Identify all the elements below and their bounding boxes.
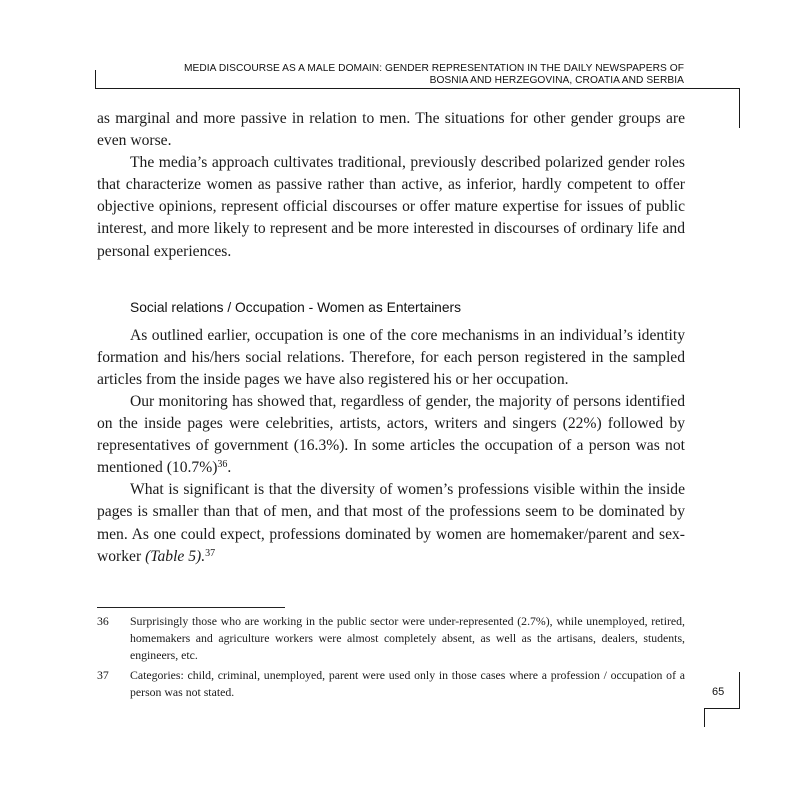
- footnote-text: Surprisingly those who are working in the public sector were under-represented (2.7%), while unemployed, retired, homemakers and agriculture workers were almost completely absent, as well as the artisans, dealers, students, engineers, etc.: [130, 614, 685, 663]
- page-number: 65: [712, 686, 725, 698]
- footnote-number: 37: [97, 667, 109, 682]
- footnote-ref-36: 36: [217, 459, 228, 471]
- footnote-37: [97, 667, 685, 701]
- footer-left-tick: [704, 708, 705, 727]
- paragraph: as marginal and more passive in relation to men. The situations for other gender groups are even worse.: [97, 110, 685, 150]
- section-heading: Social relations / Occupation - Women as Entertainers: [130, 299, 462, 315]
- footnote-separator: [97, 607, 285, 608]
- paragraph: As outlined earlier, occupation is one of the core mechanisms in an individual’s identity formation and his/hers social relations. Therefore, for each person registered in the sampled articles from the inside pages we have also registered his or her occupation.: [97, 326, 685, 388]
- paragraph-text: What is significant is that the diversity of women’s professions visible within the inside pages is smaller than that of men, and that most of the professions seem to be dominated by men. As one could expect, professions dominated by women are homemaker/parent and sex-worker: [97, 481, 685, 565]
- running-header-line-1: MEDIA DISCOURSE AS A MALE DOMAIN: GENDER REPRESENTATION IN THE DAILY NEWSPAPERS OF: [184, 63, 684, 74]
- footnote-text: Categories: child, criminal, unemployed, parent were used only in those cases where a profession / occupation of a person was not stated.: [130, 667, 685, 699]
- header-left-tick: [95, 70, 96, 89]
- table-reference: (Table 5).: [145, 547, 206, 565]
- header-rule: [95, 88, 740, 89]
- footer-right-tick: [739, 672, 740, 709]
- paragraph-text: Our monitoring has showed that, regardless of gender, the majority of persons identified on the inside pages were celebrities, artists, actors, writers and singers (22%) followed by representatives of government (16.3%). In some articles the occupation of a person was not mentioned (10.7%): [97, 392, 685, 477]
- footnote-36: [97, 613, 685, 665]
- paragraph-end: .: [227, 459, 232, 477]
- footnotes: [97, 613, 685, 703]
- footnote-ref-37: 37: [205, 547, 216, 559]
- running-header-line-2: BOSNIA AND HERZEGOVINA, CROATIA AND SERBIA: [429, 74, 684, 86]
- header-right-tick: [739, 88, 740, 128]
- footnote-number: 36: [97, 614, 109, 628]
- footer-rule: [704, 708, 740, 709]
- paragraph: [97, 391, 685, 479]
- body-text: [97, 108, 685, 568]
- paragraph: The media’s approach cultivates traditional, previously described polarized gender roles that characterize women as passive rather than active, as inferior, hardly competent to offer objective opinions, represent official discourses or offer mature expertise for issues of public interest, and more likely to represent and be more interested in discourses of ordinary life and personal experiences.: [97, 154, 685, 260]
- running-header: [130, 63, 684, 86]
- paragraph: [97, 479, 685, 567]
